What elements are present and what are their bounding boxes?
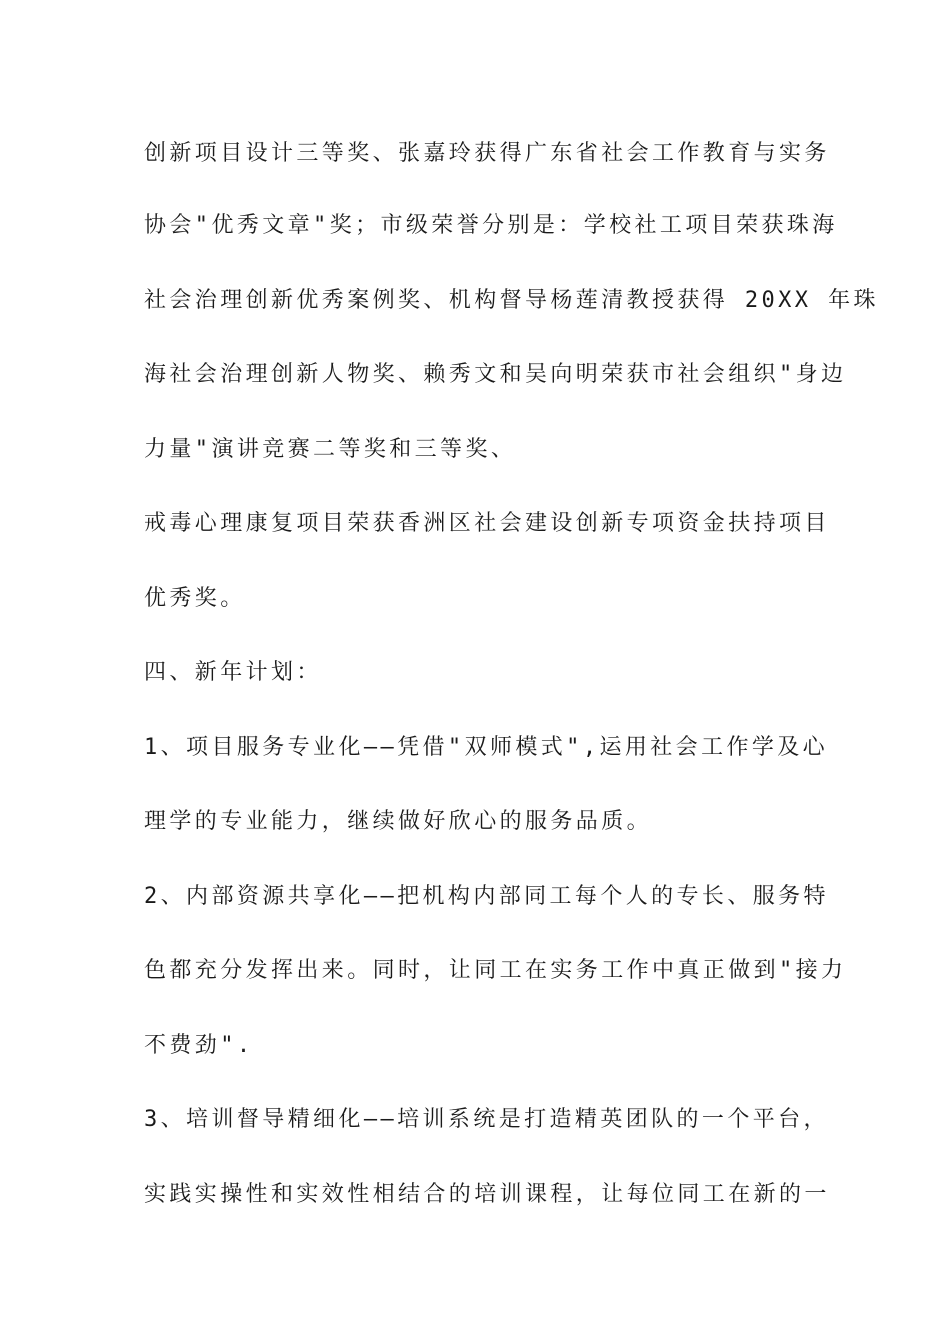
text-line: 2、内部资源共享化——把机构内部同工每个人的专长、服务特 bbox=[144, 884, 829, 909]
section-heading: 四、新年计划： bbox=[144, 660, 322, 685]
text-line: 力量"演讲竞赛二等奖和三等奖、 bbox=[144, 437, 517, 462]
text-line: 3、培训督导精细化——培训系统是打造精英团队的一个平台， bbox=[144, 1107, 829, 1132]
text-line: 优秀奖。 bbox=[144, 586, 246, 611]
text-line: 戒毒心理康复项目荣获香洲区社会建设创新专项资金扶持项目 bbox=[144, 511, 830, 536]
text-line: 协会"优秀文章"奖；市级荣誉分别是：学校社工项目荣获珠海 bbox=[144, 213, 838, 238]
text-line: 1、项目服务专业化——凭借"双师模式",运用社会工作学及心 bbox=[144, 735, 829, 760]
text-line: 理学的专业能力，继续做好欣心的服务品质。 bbox=[144, 809, 653, 834]
text-line: 创新项目设计三等奖、张嘉玲获得广东省社会工作教育与实务 bbox=[144, 141, 830, 166]
text-line: 海社会治理创新人物奖、赖秀文和吴向明荣获市社会组织"身边 bbox=[144, 362, 847, 387]
text-line: 不费劲". bbox=[144, 1033, 254, 1058]
text-line: 社会治理创新优秀案例奖、机构督导杨莲清教授获得 20XX 年珠 bbox=[144, 288, 879, 313]
text-line: 色都充分发挥出来。同时，让同工在实务工作中真正做到"接力 bbox=[144, 958, 847, 983]
text-line: 实践实操性和实效性相结合的培训课程，让每位同工在新的一 bbox=[144, 1182, 830, 1207]
